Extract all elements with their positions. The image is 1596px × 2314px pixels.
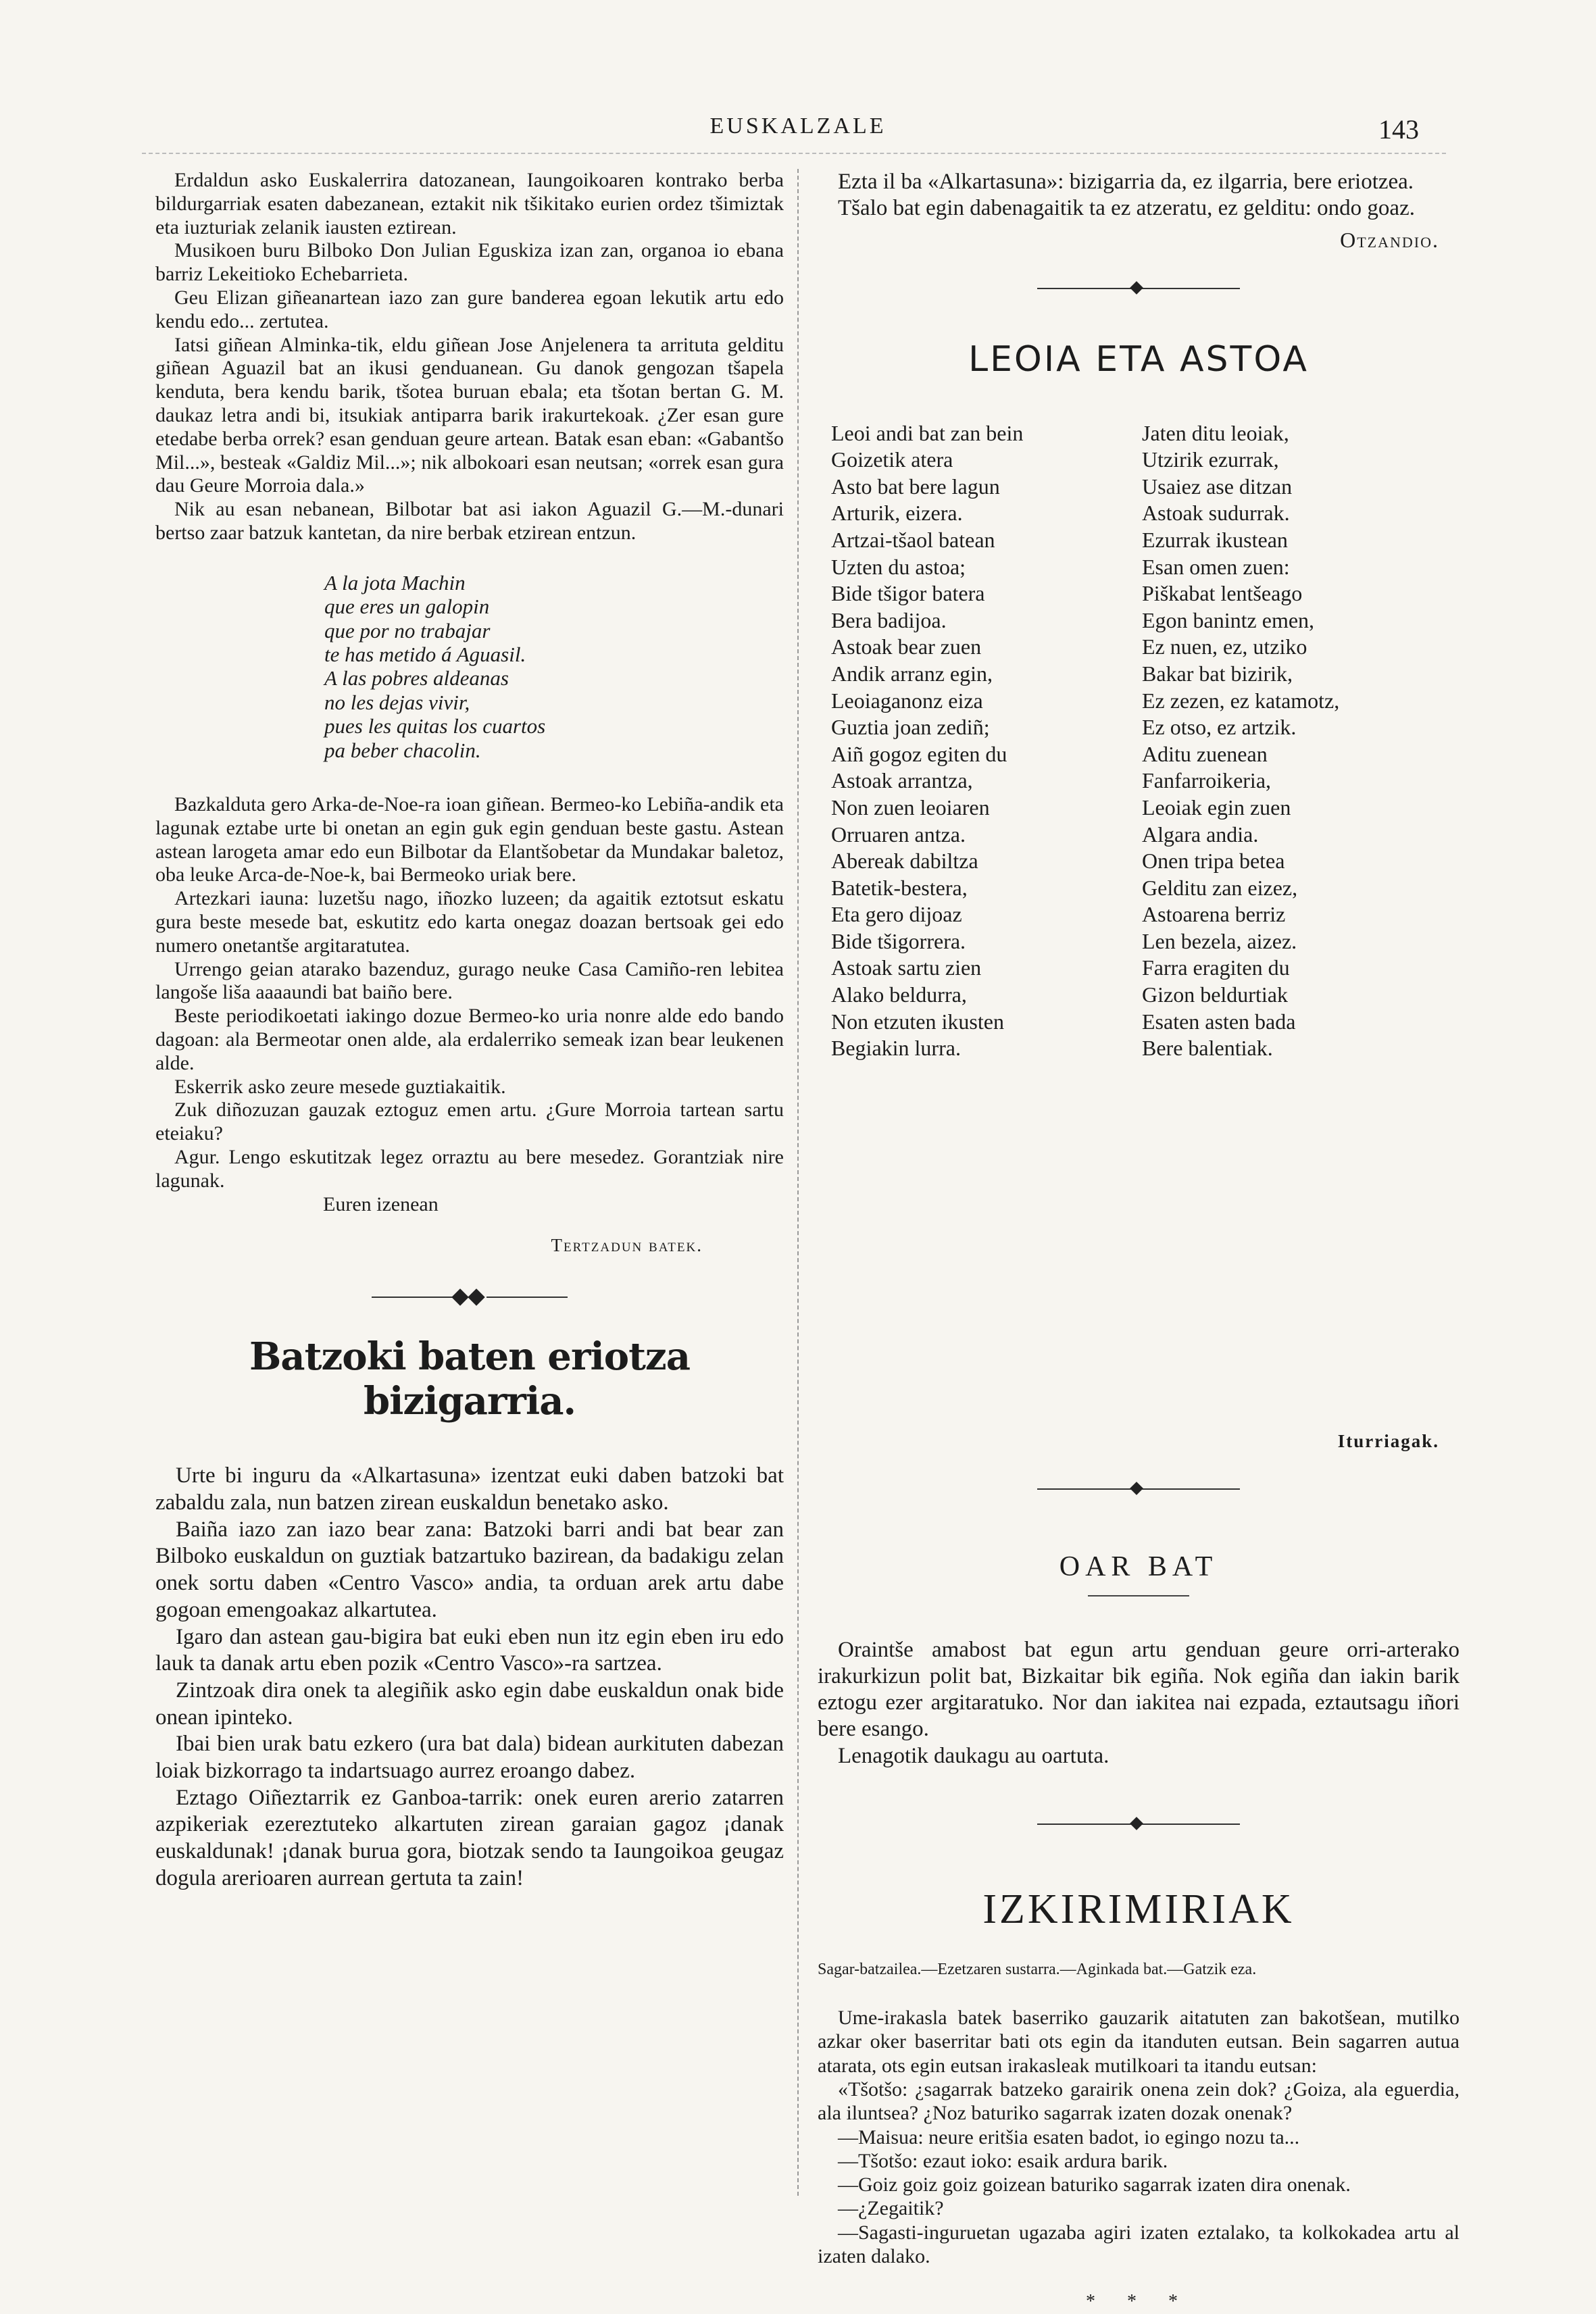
poem-line: Ez zezen, ez katamotz, xyxy=(1142,688,1340,713)
poem-line: Bera badijoa. xyxy=(831,607,947,632)
column-divider xyxy=(797,169,799,2196)
verse-line: te has metido á Aguasil. xyxy=(324,642,526,666)
section-paragraph: —Maisua: neure eritšia esaten badot, io egingo nozu ta... xyxy=(838,2126,1300,2148)
poem-line: Esan omen zuen: xyxy=(1142,554,1290,579)
poem-line: Astoak bear zuen xyxy=(831,634,982,659)
poem-line: Artzai-tšaol batean xyxy=(831,527,995,552)
poem-line: Egon banintz emen, xyxy=(1142,607,1315,632)
section-title: IZKIRIMIRIAK xyxy=(982,1886,1295,1933)
poem-column-left xyxy=(831,420,1023,1062)
section-text xyxy=(818,2006,1460,2268)
notice-title: OAR BAT xyxy=(1059,1551,1218,1582)
poem-line: Leoi andi bat zan bein xyxy=(831,420,1024,445)
poem-signature: Iturriagak. xyxy=(1337,1430,1439,1451)
poem-line: Uzten du astoa; xyxy=(831,554,966,579)
letter-text xyxy=(155,169,784,545)
header-rule xyxy=(142,153,1446,154)
section-divider xyxy=(1037,281,1240,296)
poem-line: Algara andia. xyxy=(1142,822,1259,847)
article-headline: Batzoki baten eriotza bizigarria. xyxy=(249,1334,691,1424)
section-paragraph: —Sagasti-inguruetan ugazaba agiri izaten eztalako, ta kolkokadea artu al izaten dalako. xyxy=(818,2221,1460,2268)
verse-line: pa beber chacolin. xyxy=(324,738,481,762)
notice-rule xyxy=(1088,1595,1189,1596)
intro-text xyxy=(818,169,1460,222)
poem-line: Astoak arrantza, xyxy=(831,768,973,793)
poem-title: LEOIA ETA ASTOA xyxy=(968,338,1309,380)
letter-paragraph: Artezkari iauna: luzetšu nago, iñozko luzeen; da agaitik eztotsut eskatu gura beste mesede bat, eskutitz edo karta onegaz doazan bertsoak gei edo numero onetantše argitaratutea. xyxy=(155,887,784,957)
section-divider xyxy=(1037,1817,1240,1832)
article-text xyxy=(155,1463,784,1892)
poem-line: Leoiaganonz eiza xyxy=(831,688,983,713)
poem-line: Eta gero dijoaz xyxy=(831,902,962,927)
poem-line: Non zuen leoiaren xyxy=(831,795,990,820)
verse-line: que por no trabajar xyxy=(324,618,491,643)
poem-line: Abereak dabiltza xyxy=(831,849,978,874)
letter-signature: Tertzadun batek. xyxy=(551,1235,703,1256)
section-paragraph: —Goiz goiz goiz goizean baturiko sagarrak izaten dira onenak. xyxy=(838,2173,1351,2196)
section-divider xyxy=(1037,1482,1240,1496)
poem-line: Aiñ gogoz egiten du xyxy=(831,741,1007,766)
poem-line: Goizetik atera xyxy=(831,447,953,472)
poem-line: Astoarena berriz xyxy=(1142,902,1286,927)
poem-line: Esaten asten bada xyxy=(1142,1009,1296,1034)
poem-line: Leoiak egin zuen xyxy=(1142,795,1291,820)
notice-paragraph: Lenagotik daukagu au oartuta. xyxy=(838,1743,1109,1768)
letter-paragraph: Urrengo geian atarako bazenduz, gurago neuke Casa Camiño-ren lebitea langoše liša aaaaundi bat baiño bere. xyxy=(155,957,784,1004)
poem-line: Ez nuen, ez, utziko xyxy=(1142,634,1307,659)
poem-line: Ez otso, ez artzik. xyxy=(1142,715,1297,740)
letter-paragraph: Nik au esan nebanean, Bilbotar bat asi iakon Aguazil G.—M.-dunari bertso zaar batzuk kantetan, da nire berbak etzirean entzun. xyxy=(155,498,784,544)
poem-line: Aditu zuenean xyxy=(1142,741,1268,766)
poem-line: Utzirik ezurrak, xyxy=(1142,447,1279,472)
poem-line: Astoak sartu zien xyxy=(831,955,982,980)
ornament-divider xyxy=(155,1287,784,1307)
page-number: 143 xyxy=(1378,114,1419,145)
notice-text xyxy=(818,1637,1460,1769)
intro-paragraph: Ezta il ba «Alkartasuna»: bizigarria da, ez ilgarria, bere eriotzea. xyxy=(838,170,1414,194)
section-paragraph: —Tšotšo: ezaut ioko: esaik ardura barik. xyxy=(838,2149,1168,2172)
notice-paragraph: Oraintše amabost bat egun artu genduan geure orri-arterako irakurkizun polit bat, Bizkaitar bik egiña. Nok egiña dan iakin barik eztogu ezer argitaratuko. Nor dan iakitea nai ezpada, eztautsagu iñori bere esango. xyxy=(818,1637,1460,1742)
poem-line: Len bezela, aizez. xyxy=(1142,928,1297,953)
article-paragraph: Ibai bien urak batu ezkero (ura bat dala) bidean aurkituten dabezan loiak bizkorrago ta indartsuago aurrez eroango dabez. xyxy=(155,1732,784,1784)
verse-line: no les dejas vivir, xyxy=(324,690,470,714)
poem-line: Jaten ditu leoiak, xyxy=(1142,420,1289,445)
left-column xyxy=(155,169,784,1892)
letter-paragraph: Geu Elizan giñeanartean iazo zan gure banderea egoan lekutik artu edo kendu edo... zertutea. xyxy=(155,286,784,332)
poem-line: Andik arranz egin, xyxy=(831,661,993,686)
article-paragraph: Zintzoak dira onek ta alegiñik asko egin dabe euskaldun onak bide onean ipinteko. xyxy=(155,1678,784,1730)
header-title: EUSKALZALE xyxy=(709,114,887,139)
poem-line: Batetik-bestera, xyxy=(831,875,968,900)
poem xyxy=(818,420,1460,1413)
poem-line: Fanfarroikeria, xyxy=(1142,768,1272,793)
poem-line: Usaiez ase ditzan xyxy=(1142,474,1293,499)
poem-line: Onen tripa betea xyxy=(1142,849,1285,874)
poem-line: Bide tšigorrera. xyxy=(831,928,966,953)
intro-paragraph: Tšalo bat egin dabenagaitik ta ez atzeratu, ez gelditu: ondo goaz. xyxy=(838,196,1415,221)
poem-column-right xyxy=(1142,420,1339,1062)
section-subtitle: Sagar-batzailea.—Ezetzaren sustarra.—Aginkada bat.—Gatzik eza. xyxy=(818,1961,1257,1979)
verse-block xyxy=(324,571,784,762)
poem-line: Gelditu zan eizez, xyxy=(1142,875,1298,900)
right-column xyxy=(818,169,1460,2313)
letter-paragraph: Zuk diñozuzan gauzak eztoguz emen artu. ¿Gure Morroia tartean sartu eteiaku? xyxy=(155,1099,784,1145)
poem-line: Bide tšigor batera xyxy=(831,581,985,606)
verse-line: A las pobres aldeanas xyxy=(324,666,509,690)
letter-paragraph: Iatsi giñean Alminka-tik, eldu giñean Jose Anjelenera ta arrituta gelditu giñean Aguazil bat an ikusi genduanean. Gu danok gengozan tšapela kenduta, bera kendu barik, tšotea buruan ebala; eta tšotan bertan G. M. daukaz letra andi bi, itsukiak antiparra barik irakurtekoak. ¿Zer esan gure etedabe berba orrek? esan genduan geure artean. Batak esan eban: «Gabantšo Mil...», besteak «Galdiz Mil...»; nik albokoari esan neutsan; «orrek esan gura dau Geure Morroia dala.» xyxy=(155,333,784,497)
poem-line: Piškabat lentšeago xyxy=(1142,581,1303,606)
letter-paragraph: Eskerrik asko zeure mesede guztiakaitik. xyxy=(174,1075,506,1098)
letter-closing: Euren izenean xyxy=(323,1192,439,1215)
poem-line: Orruaren antza. xyxy=(831,822,966,847)
letter-paragraph: Beste periodikoetati iakingo dozue Bermeo-ko uria nonre alde edo bando dagoan: ala Bermeotar onen alde, ala erdalerriko semeak izan bear leukenen alde. xyxy=(155,1005,784,1074)
article-paragraph: Eztago Oiñeztarrik ez Ganboa-tarrik: onek euren arerio zatarren azpikeriak ezereztuteko alkartuten zirean garaian gagoz ¡danak euskaldunak! ¡danak burua gora, biotzak sendo ta Iaungoikoa geugaz dogula arerioaren aurrean gertuta ta zain! xyxy=(155,1785,784,1890)
verse-line: A la jota Machin xyxy=(324,570,466,595)
poem-line: Guztia joan zediñ; xyxy=(831,715,990,740)
letter-text-continued xyxy=(155,793,784,1216)
poem-line: Asto bat bere lagun xyxy=(831,474,1000,499)
section-paragraph: Ume-irakasla batek baserriko gauzarik aitatuten zan bakotšean, mutilko azkar oker baserritar bati ots egin da itanduten eutsan. Bein sagarren autua atarata, ots egin eutsan irakasleak mutilkoari ta itandu eutsan: xyxy=(818,2007,1460,2077)
poem-line: Bakar bat bizirik, xyxy=(1142,661,1293,686)
letter-paragraph: Erdaldun asko Euskalerrira datozanean, Iaungoikoaren kontrako berba bildurgarriak esaten dabezanean, eztakit nik tšikitako eurien ordez tšimiztak eta iuzturiak zelanik iausten eztirean. xyxy=(155,169,784,238)
verse-line: pues les quitas los cuartos xyxy=(324,714,546,738)
verse-line: que eres un galopin xyxy=(324,595,490,619)
poem-line: Ezurrak ikustean xyxy=(1142,527,1288,552)
letter-paragraph: Bazkalduta gero Arka-de-Noe-ra ioan giñean. Bermeo-ko Lebiña-andik eta lagunak eztabe urte bi onetan an egin guk egin genduan beste gastu. Astean astean larogeta amar edo eun Bilbotar da Elantšobetar da Mundakar baletoz, oba leuke Arca-de-Noe-k, bai Bermeoko uriak bere. xyxy=(155,793,784,886)
poem-line: Farra eragiten du xyxy=(1142,955,1290,980)
poem-line: Begiakin lurra. xyxy=(831,1036,961,1061)
section-paragraph: «Tšotšo: ¿sagarrak batzeko garairik onena zein dok? ¿Goiza, ala eguerdia, ala iluntsea? ¿Noz baturiko sagarrak izaten dozak onenak? xyxy=(818,2078,1460,2125)
poem-line: Bere balentiak. xyxy=(1142,1036,1273,1061)
letter-paragraph: Musikoen buru Bilboko Don Julian Eguskiza izan zan, organoa io ebana barriz Lekeitioko Echebarrieta. xyxy=(155,239,784,286)
letter-paragraph: Agur. Lengo eskutitzak legez orraztu au bere mesedez. Gorantziak nire lagunak. xyxy=(155,1145,784,1192)
intro-signature: Otzandio. xyxy=(1340,227,1439,252)
poem-line: Gizon beldurtiak xyxy=(1142,982,1288,1007)
poem-line: Astoak sudurrak. xyxy=(1142,501,1290,526)
poem-line: Arturik, eizera. xyxy=(831,501,963,526)
section-end-stars: * * * xyxy=(1086,2291,1191,2313)
poem-line: Alako beldurra, xyxy=(831,982,967,1007)
article-paragraph: Igaro dan astean gau-bigira bat euki eben nun itz egin eben iru edo lauk ta danak artu eben pozik «Centro Vasco»-ra sartzea. xyxy=(155,1624,784,1676)
article-paragraph: Urte bi inguru da «Alkartasuna» izentzat euki daben batzoki bat zabaldu zala, nun batzen zirean euskaldun benetako asko. xyxy=(155,1463,784,1515)
poem-line: Non etzuten ikusten xyxy=(831,1009,1004,1034)
article-paragraph: Baiña iazo zan iazo bear zana: Batzoki barri andi bat bear zan Bilboko euskaldun on guztiak batzartuko bazirean, da badakigu zelan onek sortu daben «Centro Vasco» andia, ta orduan arek artu dabe gogoan emengoakaz alkartutea. xyxy=(155,1517,784,1622)
section-paragraph: —¿Zegaitik? xyxy=(838,2197,944,2220)
